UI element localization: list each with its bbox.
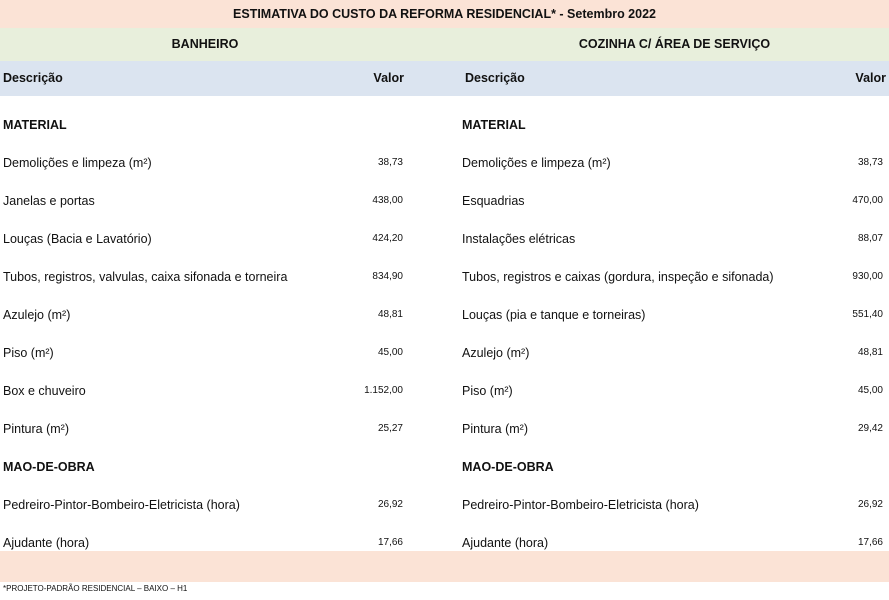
item-value: 930,00 <box>852 271 883 282</box>
group-label: MATERIAL <box>3 118 67 132</box>
section-title-cozinha: COZINHA C/ ÁREA DE SERVIÇO <box>578 37 771 51</box>
table-row <box>462 486 883 524</box>
page-title: ESTIMATIVA DO CUSTO DA REFORMA RESIDENCIAL* - Setembro 2022 <box>233 7 656 21</box>
group-label: MAO-DE-OBRA <box>462 460 554 474</box>
group-row <box>3 106 403 144</box>
section-title-banheiro: BANHEIRO <box>171 37 239 51</box>
item-description: Ajudante (hora) <box>462 536 549 550</box>
item-value: 1.152,00 <box>364 385 403 396</box>
table-row <box>462 258 883 296</box>
item-value: 17,66 <box>857 537 883 548</box>
item-description: Tubos, registros e caixas (gordura, inspeção e sifonada) <box>462 270 774 284</box>
item-description: Tubos, registros, valvulas, caixa sifonada e torneira <box>3 270 288 284</box>
footnote: *PROJETO-PADRÃO RESIDENCIAL – BAIXO – H1 <box>3 584 188 593</box>
item-value: 17,66 <box>377 537 403 548</box>
item-description: Azulejo (m²) <box>3 308 71 322</box>
table-row <box>3 182 403 220</box>
table-row <box>3 296 403 334</box>
table-row <box>462 334 883 372</box>
item-description: Box e chuveiro <box>3 384 86 398</box>
item-description: Pintura (m²) <box>462 422 528 436</box>
header-description-left: Descrição <box>3 71 63 85</box>
item-description: Esquadrias <box>462 194 525 208</box>
item-description: Instalações elétricas <box>462 232 576 246</box>
item-description: Demolições e limpeza (m²) <box>462 156 611 170</box>
item-description: Pintura (m²) <box>3 422 69 436</box>
item-value: 551,40 <box>852 309 883 320</box>
table-row <box>3 258 403 296</box>
item-description: Janelas e portas <box>3 194 95 208</box>
group-label: MATERIAL <box>462 118 526 132</box>
item-value: 834,90 <box>372 271 403 282</box>
item-description: Ajudante (hora) <box>3 536 90 550</box>
header-description-right: Descrição <box>465 71 525 85</box>
column-header-bar <box>0 61 889 96</box>
item-description: Louças (Bacia e Lavatório) <box>3 232 152 246</box>
item-value: 38,73 <box>857 157 883 168</box>
item-value: 38,73 <box>377 157 403 168</box>
table-row <box>462 220 883 258</box>
item-value: 26,92 <box>857 499 883 510</box>
table-row <box>462 144 883 182</box>
item-value: 48,81 <box>857 347 883 358</box>
item-value: 470,00 <box>852 195 883 206</box>
table-row <box>462 182 883 220</box>
table-row <box>3 334 403 372</box>
table-row <box>462 410 883 448</box>
item-description: Azulejo (m²) <box>462 346 530 360</box>
table-row <box>3 144 403 182</box>
item-value: 26,92 <box>377 499 403 510</box>
group-row <box>3 448 403 486</box>
group-label: MAO-DE-OBRA <box>3 460 95 474</box>
item-value: 45,00 <box>377 347 403 358</box>
item-value: 88,07 <box>857 233 883 244</box>
table-row <box>3 486 403 524</box>
title-bar <box>0 0 889 28</box>
item-description: Piso (m²) <box>3 346 54 360</box>
table-row <box>3 410 403 448</box>
item-description: Pedreiro-Pintor-Bombeiro-Eletricista (hora) <box>462 498 699 512</box>
group-row <box>462 448 883 486</box>
item-description: Piso (m²) <box>462 384 513 398</box>
item-description: Pedreiro-Pintor-Bombeiro-Eletricista (hora) <box>3 498 240 512</box>
section-bar <box>0 28 889 61</box>
item-value: 29,42 <box>857 423 883 434</box>
item-value: 424,20 <box>372 233 403 244</box>
item-value: 48,81 <box>377 309 403 320</box>
group-row <box>462 106 883 144</box>
table-row <box>462 372 883 410</box>
item-value: 25,27 <box>377 423 403 434</box>
cozinha-table <box>462 106 883 562</box>
item-description: Louças (pia e tanque e torneiras) <box>462 308 646 322</box>
item-value: 45,00 <box>857 385 883 396</box>
header-value-right: Valor <box>855 71 886 85</box>
bottom-bar <box>0 551 889 582</box>
table-row <box>462 296 883 334</box>
item-description: Demolições e limpeza (m²) <box>3 156 152 170</box>
item-value: 438,00 <box>372 195 403 206</box>
header-value-left: Valor <box>373 71 404 85</box>
table-row <box>3 372 403 410</box>
banheiro-table <box>3 106 403 562</box>
table-row <box>3 220 403 258</box>
